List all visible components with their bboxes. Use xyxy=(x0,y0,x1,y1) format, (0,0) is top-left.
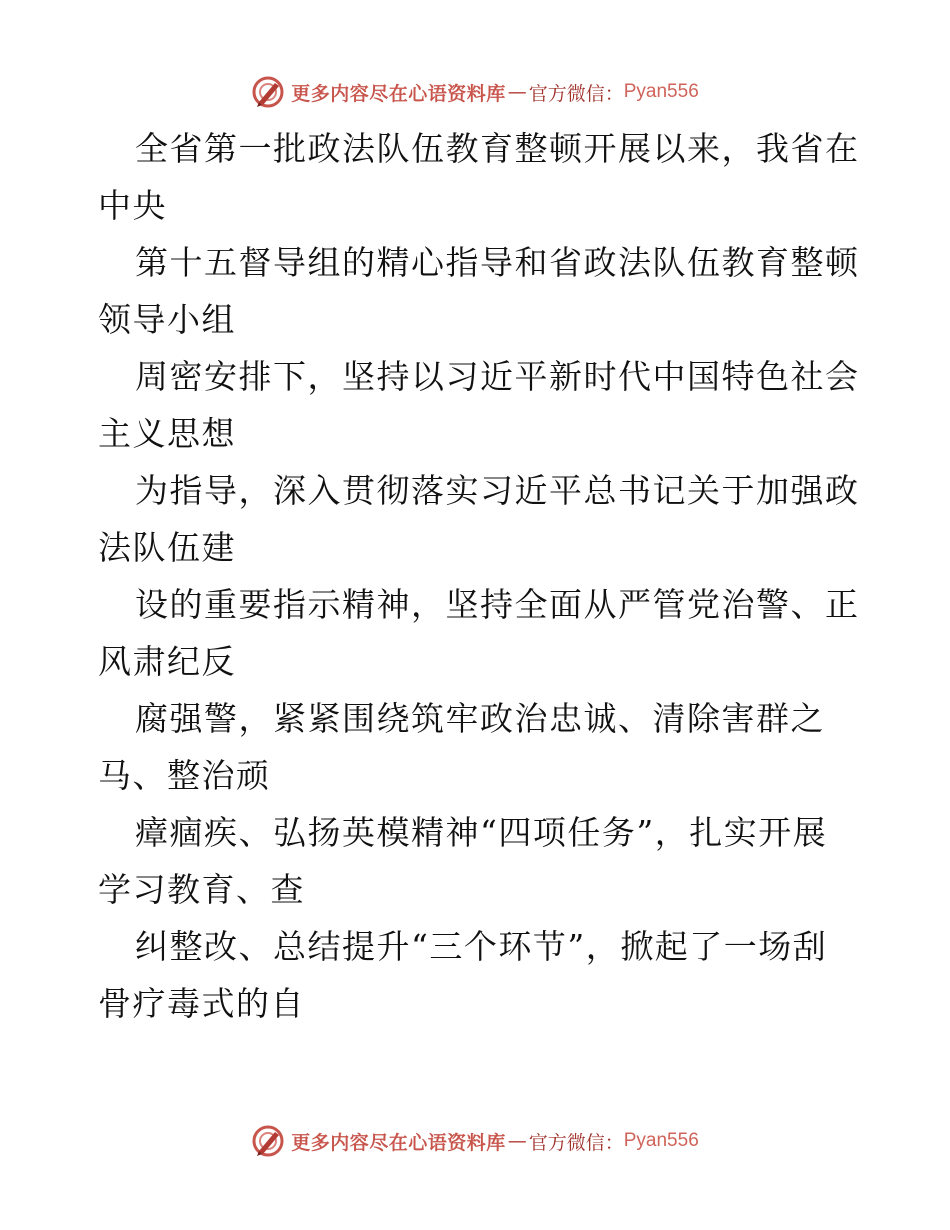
paragraph xyxy=(98,234,878,348)
paragraph-line: 第十五督导组的精心指导和省政法队伍教育整顿 xyxy=(135,243,860,282)
paragraph-line: 学习教育、查 xyxy=(98,870,305,909)
separator-dash: — xyxy=(507,1130,527,1152)
paragraph-line: 腐强警，紧紧围绕筑牢政治忠诚、清除害群之 xyxy=(135,699,825,738)
paragraph xyxy=(98,918,878,1032)
paragraph xyxy=(98,462,878,576)
paragraph xyxy=(98,690,878,804)
paragraph-line: 中央 xyxy=(98,186,167,225)
paragraph xyxy=(98,576,878,690)
wechat-label: 官方微信： xyxy=(528,82,624,105)
paragraph-line: 周密安排下，坚持以习近平新时代中国特色社会 xyxy=(135,357,860,396)
paragraph-line: 主义思想 xyxy=(98,414,236,453)
footer-banner xyxy=(0,1121,950,1161)
paragraph-line: 法队伍建 xyxy=(98,528,236,567)
paragraph-line: 全省第一批政法队伍教育整顿开展以来，我省在 xyxy=(135,129,860,168)
wechat-account: Pyan556 xyxy=(623,81,699,102)
document-body xyxy=(98,120,878,1032)
header-banner xyxy=(0,72,950,112)
wechat-account: Pyan556 xyxy=(623,1130,699,1151)
paragraph xyxy=(98,804,878,918)
paragraph xyxy=(98,120,878,234)
paragraph-line: 为指导，深入贯彻落实习近平总书记关于加强政 xyxy=(135,471,860,510)
paragraph-line: 马、整治顽 xyxy=(98,756,271,795)
paragraph-line: 纠整改、总结提升“三个环节”，掀起了一场刮 xyxy=(135,927,828,966)
paragraph-line: 瘴痼疾、弘扬英模精神“四项任务”，扎实开展 xyxy=(135,813,828,852)
paragraph-line: 设的重要指示精神，坚持全面从严管党治警、正 xyxy=(135,585,860,624)
paragraph-line: 风肃纪反 xyxy=(98,642,236,681)
paragraph-line: 骨疗毒式的自 xyxy=(98,984,305,1023)
wechat-label: 官方微信： xyxy=(528,1131,624,1154)
paragraph-line: 领导小组 xyxy=(98,300,236,339)
paragraph xyxy=(98,348,878,462)
pen-circle-logo-icon xyxy=(251,1124,285,1158)
pen-circle-logo-icon xyxy=(251,75,285,109)
site-name: 更多内容尽在心语资料库 xyxy=(291,1131,506,1154)
site-name: 更多内容尽在心语资料库 xyxy=(291,82,506,105)
separator-dash: — xyxy=(507,81,527,103)
